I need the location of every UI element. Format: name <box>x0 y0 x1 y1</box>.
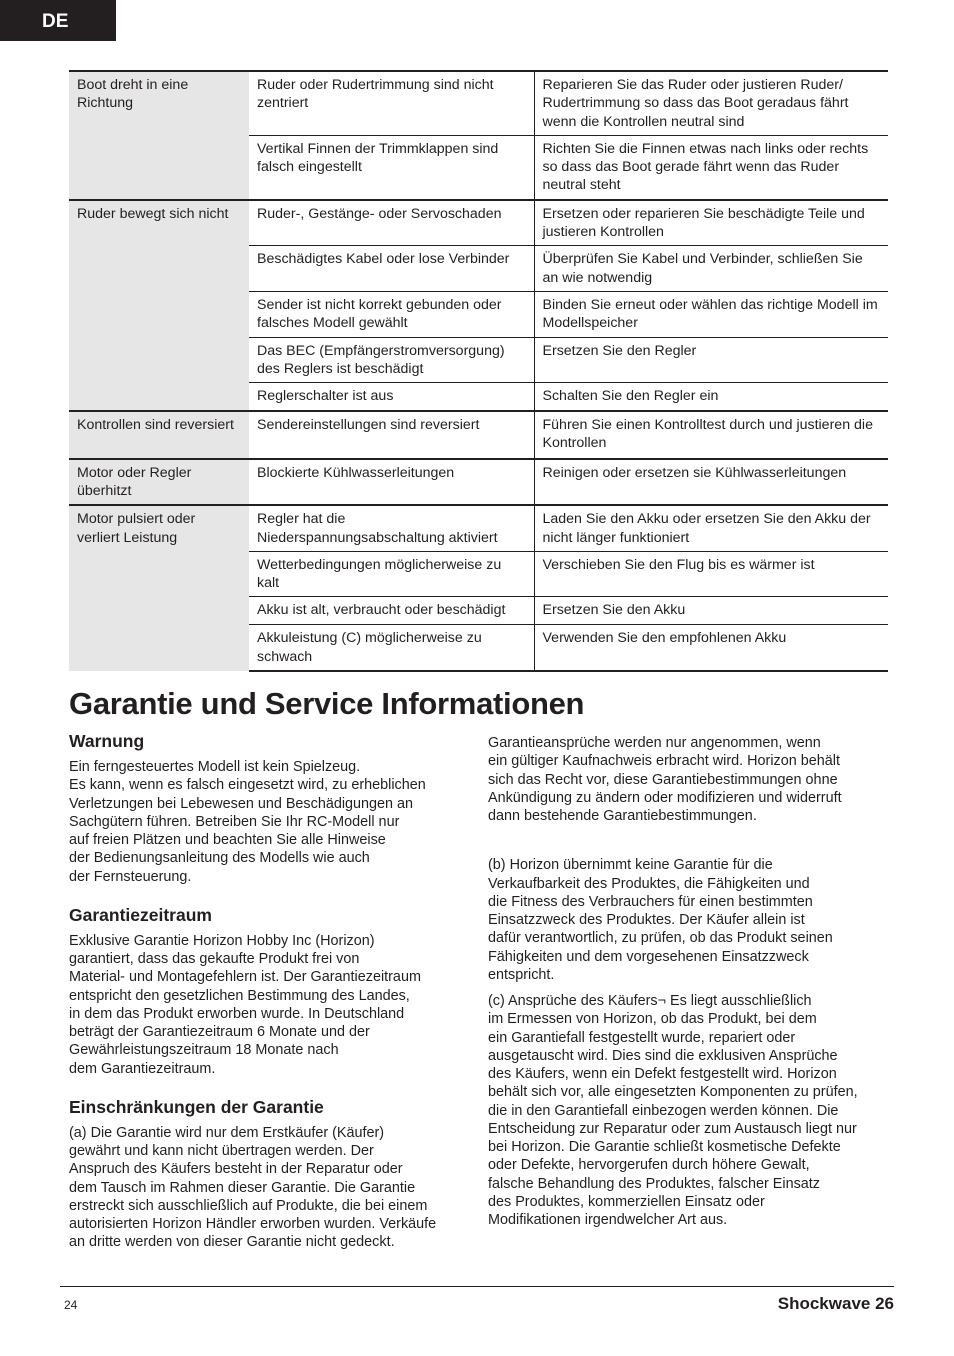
cause-cell: Regler hat die Niederspannungsabschaltung aktiviert <box>249 505 534 551</box>
page-number: 24 <box>64 1298 78 1312</box>
text-line: Gewährleistungszeitraum 18 Monate nach <box>69 1042 339 1059</box>
table-row <box>69 411 888 459</box>
text-line: des Käufers, wenn ein Defekt festgestellt wird. Horizon <box>488 1066 837 1082</box>
text-line: entspricht. <box>488 966 555 983</box>
text-line: der Fernsteuerung. <box>69 868 192 885</box>
text-line: Garantieansprüche werden nur angenommen, wenn <box>488 735 821 751</box>
product-name: Shockwave 26 <box>777 1294 894 1313</box>
text-line: autorisierten Horizon Händler erworben wurden. Verkäufe <box>69 1216 437 1232</box>
right-column <box>488 734 888 1229</box>
problem-cell: Boot dreht in eine Richtung <box>69 71 249 200</box>
text-line: entspricht den gesetzlichen Bestimmung des Landes, <box>69 987 410 1004</box>
solution-cell: Laden Sie den Akku oder ersetzen Sie den Akku der nicht länger funktioniert <box>534 505 888 551</box>
text-line: in dem das Produkt erworben wurde. In Deutschland <box>69 1005 405 1022</box>
text-line: (a) Die Garantie wird nur dem Erstkäufer (Käufer) <box>69 1124 385 1141</box>
text-line: erstreckt sich ausschließlich auf Produkte, die bei einem <box>69 1197 428 1214</box>
text-line: ein gültiger Kaufnachweis erbracht wird. Horizon behält <box>488 753 840 770</box>
text-line: dafür verantwortlich, zu prüfen, ob das Produkt seinen <box>488 930 833 947</box>
text-line: Verletzungen bei Lebewesen und Beschädigungen an <box>69 795 414 812</box>
text-line: Es kann, wenn es falsch eingesetzt wird, zu erheblichen <box>69 777 426 794</box>
text-line: bei Horizon. Die Garantie schließt kosmetische Defekte <box>488 1139 841 1155</box>
text-line: ausgetauscht wird. Dies sind die exklusiven Ansprüche <box>488 1047 838 1064</box>
problem-cell: Kontrollen sind reversiert <box>69 411 249 459</box>
text-line: Modifikationen irgendwelcher Art aus. <box>488 1212 728 1228</box>
solution-cell: Führen Sie einen Kontrolltest durch und justieren die Kontrollen <box>534 411 888 459</box>
text-line: auf freien Plätzen und beachten Sie alle Hinweise <box>69 832 386 848</box>
warranty-paragraph <box>488 734 888 825</box>
solution-cell: Binden Sie erneut oder wählen das richtige Modell im Modellspeicher <box>534 291 888 337</box>
language-tab <box>0 0 116 41</box>
left-column <box>69 730 469 1252</box>
text-line: (b) Horizon übernimmt keine Garantie für die <box>488 857 773 874</box>
text-line: an dritte werden von dieser Garantie nicht gedeckt. <box>69 1234 395 1251</box>
warranty-paragraph-c <box>488 992 888 1229</box>
solution-cell: Verschieben Sie den Flug bis es wärmer ist <box>534 551 888 597</box>
warnung-text <box>69 758 469 886</box>
cause-cell: Vertikal Finnen der Trimmklappen sind falsch eingestellt <box>249 135 534 199</box>
text-line: Einsatzzweck des Produktes. Der Käufer allein ist <box>488 912 805 928</box>
text-line: die in den Garantiefall einbezogen werden können. Die <box>488 1102 839 1119</box>
garantiezeitraum-heading: Garantiezeitraum <box>69 904 212 925</box>
text-line: dem Tausch im Rahmen dieser Garantie. Die Garantie <box>69 1179 416 1196</box>
text-line: falsche Behandlung des Produktes, falscher Einsatz <box>488 1175 820 1192</box>
troubleshooting-table <box>69 70 888 672</box>
table-row <box>69 200 888 246</box>
table-row <box>69 505 888 551</box>
problem-cell: Motor oder Regler überhitzt <box>69 459 249 506</box>
solution-cell: Reparieren Sie das Ruder oder justieren Ruder/ Rudertrimmung so dass das Boot geradaus fährt wenn die Kontrollen neutral sind <box>534 71 888 135</box>
text-line: sich das Recht vor, diese Garantiebestimmungen ohne <box>488 771 838 788</box>
warnung-heading: Warnung <box>69 731 145 751</box>
cause-cell: Blockierte Kühlwasserleitungen <box>249 459 534 506</box>
cause-cell: Ruder oder Rudertrimmung sind nicht zentriert <box>249 71 534 135</box>
text-line: Entscheidung zur Reparatur oder zum Austausch liegt nur <box>488 1120 857 1137</box>
text-line: die Fitness des Verbrauchers für einen bestimmten <box>488 893 813 910</box>
text-line: ein Garantiefall festgestellt wurde, repariert oder <box>488 1029 796 1046</box>
text-line: des Produktes, kommerziellen Einsatz oder <box>488 1193 765 1210</box>
cause-cell: Sendereinstellungen sind reversiert <box>249 411 534 459</box>
solution-cell: Richten Sie die Finnen etwas nach links oder rechts so dass das Boot gerade fährt wenn das Ruder neutral steht <box>534 135 888 199</box>
einschraenkungen-heading: Einschränkungen der Garantie <box>69 1096 324 1117</box>
problem-cell: Motor pulsiert oder verliert Leistung <box>69 505 249 671</box>
text-line: gewährt und kann nicht übertragen werden. Der <box>69 1143 374 1159</box>
table-row <box>69 459 888 506</box>
footer-rule <box>60 1286 894 1287</box>
text-line: behält sich vor, alle eingesetzten Komponenten zu prüfen, <box>488 1084 858 1101</box>
cause-cell: Reglerschalter ist aus <box>249 383 534 411</box>
text-line: (c) Ansprüche des Käufers¬ Es liegt ausschließlich <box>488 993 812 1009</box>
text-line: Exklusive Garantie Horizon Hobby Inc (Horizon) <box>69 932 375 949</box>
text-line: Material- und Montagefehlern ist. Der Garantiezeitraum <box>69 969 421 986</box>
text-line: im Ermessen von Horizon, ob das Produkt, bei dem <box>488 1011 817 1028</box>
text-line: beträgt der Garantiezeitraum 6 Monate und der <box>69 1024 370 1040</box>
solution-cell: Ersetzen Sie den Akku <box>534 597 888 625</box>
text-line: oder Defekte, hervorgerufen durch höhere Gewalt, <box>488 1157 810 1174</box>
text-line: Fähigkeiten und dem vorgesehenen Einsatzzweck <box>488 948 809 965</box>
cause-cell: Beschädigtes Kabel oder lose Verbinder <box>249 246 534 292</box>
solution-cell: Schalten Sie den Regler ein <box>534 383 888 411</box>
warranty-paragraph-b <box>488 856 888 984</box>
text-line: Sachgütern führen. Betreiben Sie Ihr RC-Modell nur <box>69 813 400 830</box>
cause-cell: Ruder-, Gestänge- oder Servoschaden <box>249 200 534 246</box>
solution-cell: Reinigen oder ersetzen sie Kühlwasserleitungen <box>534 459 888 506</box>
cause-cell: Das BEC (Empfängerstromversorgung) des Reglers ist beschädigt <box>249 337 534 383</box>
text-line: Ankündigung zu ändern oder modifizieren und widerruft <box>488 789 842 806</box>
text-line: dem Garantiezeitraum. <box>69 1060 216 1077</box>
section-title: Garantie und Service Informationen <box>69 686 585 721</box>
text-line: Ein ferngesteuertes Modell ist kein Spielzeug. <box>69 759 361 775</box>
text-line: Anspruch des Käufers besteht in der Reparatur oder <box>69 1161 403 1178</box>
cause-cell: Sender ist nicht korrekt gebunden oder falsches Modell gewählt <box>249 291 534 337</box>
text-line: dann bestehende Garantiebestimmungen. <box>488 808 757 824</box>
solution-cell: Ersetzen oder reparieren Sie beschädigte Teile und justieren Kontrollen <box>534 200 888 246</box>
solution-cell: Verwenden Sie den empfohlenen Akku <box>534 625 888 671</box>
cause-cell: Akku ist alt, verbraucht oder beschädigt <box>249 597 534 625</box>
garantiezeitraum-text <box>69 932 469 1078</box>
table-row <box>69 71 888 135</box>
cause-cell: Wetterbedingungen möglicherweise zu kalt <box>249 551 534 597</box>
language-label: DE <box>42 11 69 32</box>
solution-cell: Überprüfen Sie Kabel und Verbinder, schließen Sie an wie notwendig <box>534 246 888 292</box>
solution-cell: Ersetzen Sie den Regler <box>534 337 888 383</box>
text-line: Verkaufbarkeit des Produktes, die Fähigkeiten und <box>488 875 810 892</box>
text-line: der Bedienungsanleitung des Modells wie auch <box>69 850 370 867</box>
einschraenkungen-text <box>69 1124 469 1252</box>
cause-cell: Akkuleistung (C) möglicherweise zu schwach <box>249 625 534 671</box>
text-line: garantiert, dass das gekaufte Produkt frei von <box>69 951 360 967</box>
problem-cell: Ruder bewegt sich nicht <box>69 200 249 411</box>
